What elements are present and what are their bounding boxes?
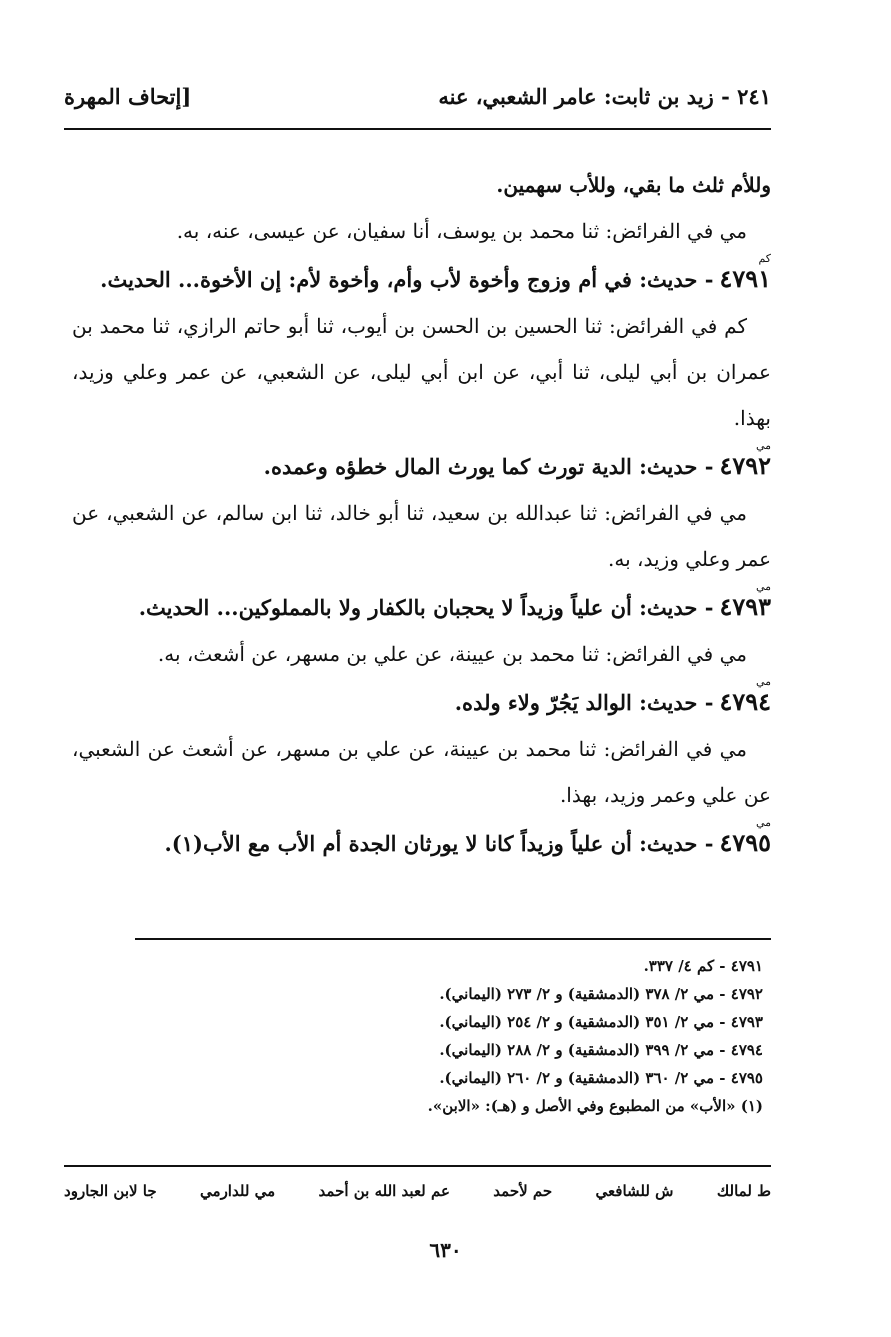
- text-line: وللأم ثلث ما بقي، وللأب سهمين.: [496, 173, 771, 197]
- text-line: مي في الفرائض: ثنا محمد بن عيينة، عن علي بن مسهر، عن أشعث، به.: [157, 642, 747, 666]
- source-siglum: مي: [755, 816, 771, 829]
- footnote: (١) «الأب» من المطبوع وفي الأصل و (هـ): «الابن».: [427, 1097, 763, 1115]
- footnote: ٤٧٩٤ - مي ٢/ ٣٩٩ (الدمشقية) و ٢/ ٢٨٨ (اليماني).: [439, 1041, 763, 1059]
- hadith-entry: [72, 582, 771, 631]
- text-line: مي في الفرائض: ثنا محمد بن عيينة، عن علي بن مسهر، عن أشعث عن الشعبي، عن علي وعمر وزيد، بهذا.: [72, 737, 771, 807]
- header-divider: [64, 128, 771, 130]
- entry-text: - حديث: في أم وزوج وأخوة لأب وأم، وأخوة لأم: إن الأخوة... الحديث.: [100, 267, 714, 292]
- main-text: [72, 162, 771, 867]
- entry-text: - حديث: الدية تورث كما يورث المال خطؤه وعمده.: [263, 454, 714, 479]
- text-line: كم في الفرائض: ثنا الحسين بن الحسن بن أيوب، ثنا أبو حاتم الرازي، ثنا محمد بن عمران بن أبي ليلى، ثنا أبي، عن ابن أبي ليلى، عن الشعبي، عن عمر وعلي وزيد، بهذا.: [72, 314, 771, 430]
- header-book-title: [إتحاف المهرة: [64, 83, 192, 109]
- siglum-item: جا لابن الجارود: [64, 1182, 157, 1200]
- text-line: مي في الفرائض: ثنا عبدالله بن سعيد، ثنا أبو خالد، ثنا ابن سالم، عن الشعبي، عن عمر وعلي وزيد، به.: [72, 501, 771, 571]
- entry-number: ٤٧٩٤: [719, 687, 771, 716]
- siglum-item: عم لعبد الله بن أحمد: [318, 1182, 450, 1200]
- entry-text: - حديث: الوالد يَجُرّ ولاء ولده.: [454, 690, 714, 715]
- entry-number: ٤٧٩٢: [719, 451, 771, 480]
- footnote: ٤٧٩٢ - مي ٢/ ٣٧٨ (الدمشقية) و ٢/ ٢٧٣ (اليماني).: [439, 985, 763, 1003]
- footnote-divider: [135, 938, 771, 940]
- running-header: [64, 78, 771, 114]
- source-siglum: كم: [758, 252, 771, 265]
- siglum-item: مي للدارمي: [200, 1182, 276, 1200]
- source-siglum: مي: [755, 580, 771, 593]
- siglum-item: حم لأحمد: [493, 1182, 553, 1200]
- sigla-legend: [64, 1182, 771, 1200]
- entry-number: ٤٧٩٣: [719, 592, 771, 621]
- entry-number: ٤٧٩١: [719, 264, 771, 293]
- footnotes: [130, 952, 763, 1120]
- footnote: ٤٧٩٥ - مي ٢/ ٣٦٠ (الدمشقية) و ٢/ ٢٦٠ (اليماني).: [439, 1069, 763, 1087]
- entry-number: ٤٧٩٥: [719, 828, 771, 857]
- footnote: ٤٧٩٣ - مي ٢/ ٣٥١ (الدمشقية) و ٢/ ٢٥٤ (اليماني).: [439, 1013, 763, 1031]
- footnote: ٤٧٩١ - كم ٤/ ٣٣٧.: [643, 957, 763, 975]
- text-line: مي في الفرائض: ثنا محمد بن يوسف، أنا سفيان، عن عيسى، عنه، به.: [176, 219, 747, 243]
- header-section-title: ٢٤١ - زيد بن ثابت: عامر الشعبي، عنه: [438, 83, 771, 109]
- entry-text: - حديث: أن علياً وزيداً لا يحجبان بالكفار ولا بالمملوكين... الحديث.: [138, 595, 714, 620]
- entry-text: - حديث: أن علياً وزيداً كانا لا يورثان الجدة أم الأب مع الأب(١).: [164, 831, 714, 856]
- source-siglum: مي: [755, 675, 771, 688]
- sigla-divider: [64, 1165, 771, 1167]
- siglum-item: ط لمالك: [716, 1182, 771, 1200]
- siglum-item: ش للشافعي: [595, 1182, 674, 1200]
- source-siglum: مي: [755, 439, 771, 452]
- page-number: ٦٣٠: [429, 1238, 462, 1262]
- hadith-entry: [72, 254, 771, 303]
- hadith-entry: [72, 441, 771, 490]
- hadith-entry: [72, 818, 771, 867]
- hadith-entry: [72, 677, 771, 726]
